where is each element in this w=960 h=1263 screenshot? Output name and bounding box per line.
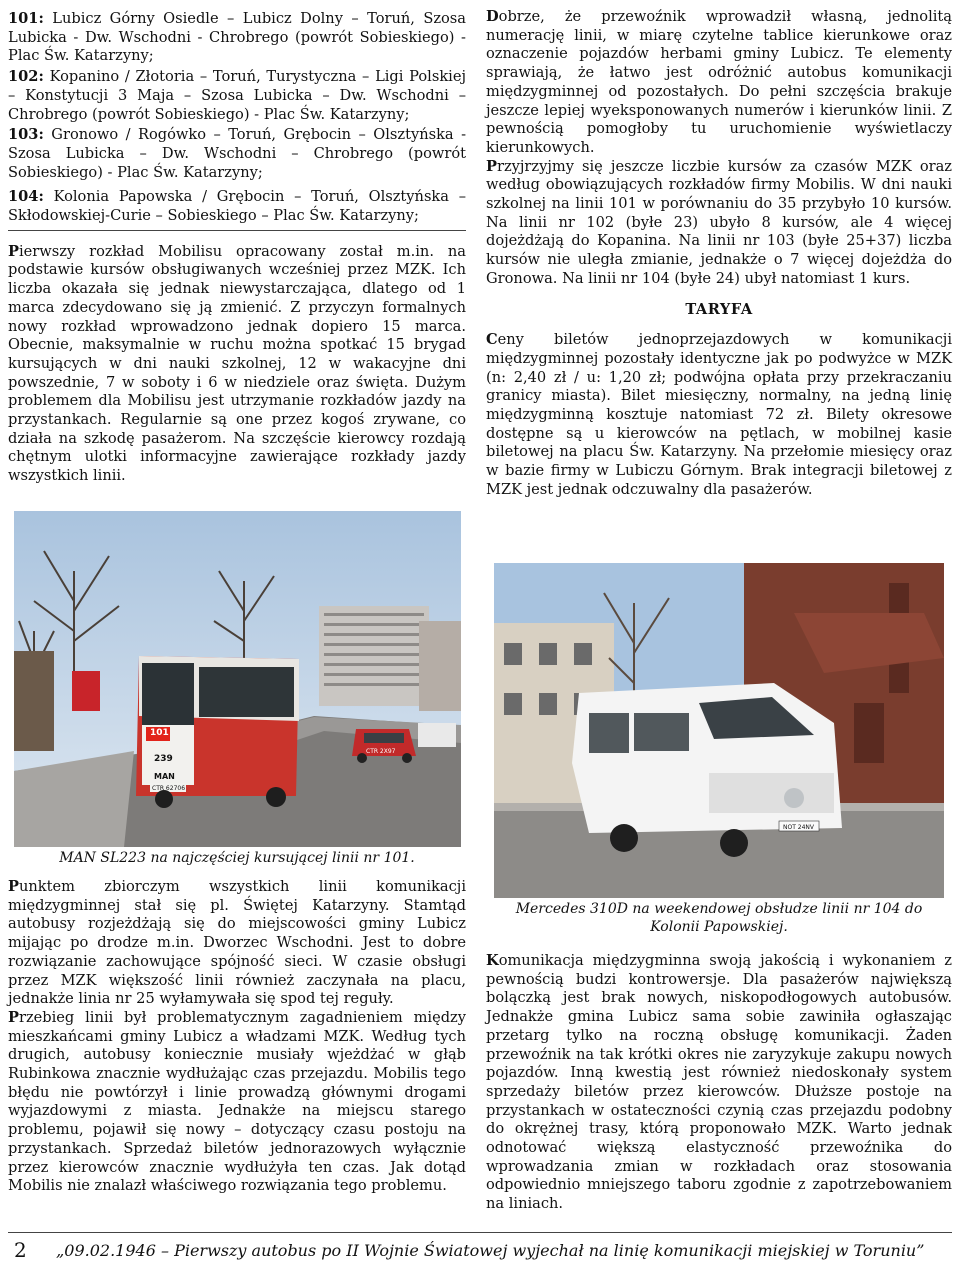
page-number: 2 (14, 1238, 27, 1262)
paragraph-route-problem: Przebieg linii był problematycznym zagadnieniem między mieszkańcami gminy Lubicz a władzami MZK. Według tych drugich, autobusy koniecznie musiały wjeżdżać w głąb Rubinkowa znacznie wydłużając czas przejazdu. Mobilis tego błędu nie powtórzył i linie prowadzą głównymi drogami wyjazdowymi z miasta. Jednakże na miejscu starego problemu, pojawił się nowy – dotyczący czasu postoju na przystankach. Sprzedaż biletów jednorazowych wyłącznie przez kierowców znacznie wydłużyła ten czas. Jak dotąd Mobilis nie znalazł właściwego rozwiązania tego problemu. (8, 1008, 466, 1195)
left-column-bottom (8, 878, 466, 1196)
route-101: 101: Lubicz Górny Osiedle – Lubicz Dolny – Toruń, Szosa Lubicka - Dw. Wschodni - Chrobrego (powrót Sobieskiego) - Plac Św. Katarzyny; (8, 10, 466, 65)
bus-brand-text: MAN (154, 772, 175, 781)
route-list (8, 10, 466, 231)
section-heading-taryfa: TARYFA (685, 300, 753, 318)
right-column-bottom (486, 952, 952, 1214)
fleet-number-text: 239 (154, 754, 173, 764)
route-104: 104: Kolonia Papowska / Grębocin – Toruń, Olsztyńska – Skłodowskiej-Curie – Sobieskiego – Plac Św. Katarzyny; (8, 188, 466, 225)
photo-mercedes-van-image (494, 563, 944, 898)
paragraph-tariff: Ceny biletów jednoprzejazdowych w komunikacji międzygminnej pozostały identyczne jak po podwyżce w MZK (n: 2,40 zł / u: 1,20 zł; podwójna opłata przy przekraczaniu granicy miasta). Bilet miesięczny, normalny, na jedną linię międzygminną kosztuje natomiast 72 zł. Bilety okresowe dostępne są u kierowców na pętlach, w mobilnej kasie biletowej na placu Św. Katarzyny. Na przełomie miesięcy oraz w bazie firmy w Lubiczu Górnym. Brak integracji biletowej z MZK jest jednak odczuwalny dla pasażerów. (486, 331, 952, 498)
car-plate-text: CTR 2X97 (366, 748, 396, 755)
photo-man-bus-image (14, 511, 461, 847)
footer-quote: „09.02.1946 – Pierwszy autobus po II Wojnie Światowej wyjechał na linię komunikacji miejskiej w Toruniu” (56, 1241, 925, 1260)
paragraph-hub: Punktem zbiorczym wszystkich linii komunikacji międzygminnej stał się pl. Świętej Katarzyny. Stamtąd autobusy rozjeżdżają się do miejscowości gminy Lubicz mijając po drodze m.in. Dworzec Wschodni. Jest to dobre rozwiązanie zachowujące spójność sieci. W czasie obsługi przez MZK większość linii również zaczynała na placu, jednakże linia nr 25 wyłamywała się spod tej reguły. (8, 878, 466, 1008)
paragraph-controversy: Komunikacja międzygminna swoją jakością i wykonaniem z pewnością budzi kontrowersje. Dla pasażerów największą bolączką jest brak nowych, niskopodłogowych autobusów. Jednakże gmina Lubicz sama sobie zawiniła ogłaszając przetarg tylko na roczną obsługę komunikacji. Żaden przewoźnik na tak krótki okres nie zaryzykuje zakupu nowych pojazdów. Inną kwestią jest również niedoskonały system sprzedaży biletów przez kierowców. Dłuższe postoje na przystankach w ostateczności czynią czas przejazdu podobny do okrężnej trasy, którą proponowało MZK. Warto jednak odnotować większą elastyczność przewoźnika do wprowadzania zmian w rozkładach oraz stosowania odpowiednio mniejszego taboru zgodnie z zapotrzebowaniem na liniach. (486, 952, 952, 1213)
paragraph-schedule: Pierwszy rozkład Mobilisu opracowany został m.in. na podstawie kursów obsługiwanych wcześniej przez MZK. Ich liczba okazała się jednak niewystarczająca, dlatego od 1 marca zdecydowano się ją zmienić. Z przyczyn formalnych nowy rozkład wprowadzono jednak dopiero 15 marca. Obecnie, maksymalnie w ruchu można spotkać 15 brygad kursujących w dni nauki szkolnej, 12 w wakacyjne dni powszednie, 7 w soboty i 6 w niedziele oraz święta. Dużym problemem dla Mobilisu jest utrzymanie rozkładów jazdy na przystankach. Regularnie są one przez kogoś zrywane, co działa na szkodę pasażerom. Na szczęście kierowcy rozdają chętnym ulotki informacyjne zawierające rozkłady jazdy wszystkich linii. (8, 242, 466, 485)
van-plate-text: NOT 24NV (783, 824, 815, 831)
paragraph-courses: Przyjrzyjmy się jeszcze liczbie kursów za czasów MZK oraz według obowiązujących rozkładów firmy Mobilis. W dni nauki szkolnej na linii 101 w porównaniu do 35 przybyło 10 kursów. Na linii nr 102 (byłe 23) ubyło 8 kursów, ale 4 więcej dojeżdżają do Kopanina. Na linii nr 103 (byłe 25+37) liczba kursów nie uległa zmianie, jednakże o 7 więcej dojeżdża do Gronowa. Na linii nr 104 (byłe 24) ubył natomiast 1 kurs. (486, 157, 952, 287)
route-sign-text: 101 (150, 728, 169, 738)
route-102: 102: Kopanino / Złotoria – Toruń, Turystyczna – Ligi Polskiej – Konstytucji 3 Maja – Szosa Lubicka – Dw. Wschodni – Chrobrego (powrót Sobieskiego) - Plac Św. Katarzyny; (8, 68, 466, 123)
right-column-top (486, 8, 952, 500)
caption-mercedes-van: Mercedes 310D na weekendowej obsłudze linii nr 104 do Kolonii Papowskiej. (515, 901, 923, 935)
paragraph-numbering: Dobrze, że przewoźnik wprowadził własną, jednolitą numerację linii, w miarę czytelne tablice kierunkowe oraz oznaczenie pojazdów herbami gminy Lubicz. Te elementy sprawiają, że łatwo jest odróżnić autobus komunikacji międzygminnej od pozostałych. Do pełni szczęścia brakuje jeszcze lepiej wyeksponowanych numerów i kierunków linii. Z pewnością pomogłoby tu uruchomienie wyświetlaczy kierunkowych. (486, 8, 952, 156)
route-103: 103: Gronowo / Rogówko – Toruń, Grębocin – Olsztyńska - Szosa Lubicka – Dw. Wschodni – Chrobrego (powrót Sobieskiego) - Plac Św. Katarzyny; (8, 126, 466, 181)
photo-mercedes-van (494, 563, 944, 898)
bus-plate-text: CTR 62706 (152, 785, 186, 792)
caption-man-bus: MAN SL223 na najczęściej kursującej linii nr 101. (59, 850, 415, 866)
photo-man-bus (14, 511, 461, 847)
left-column-top (8, 10, 466, 486)
footer-divider (8, 1232, 952, 1233)
